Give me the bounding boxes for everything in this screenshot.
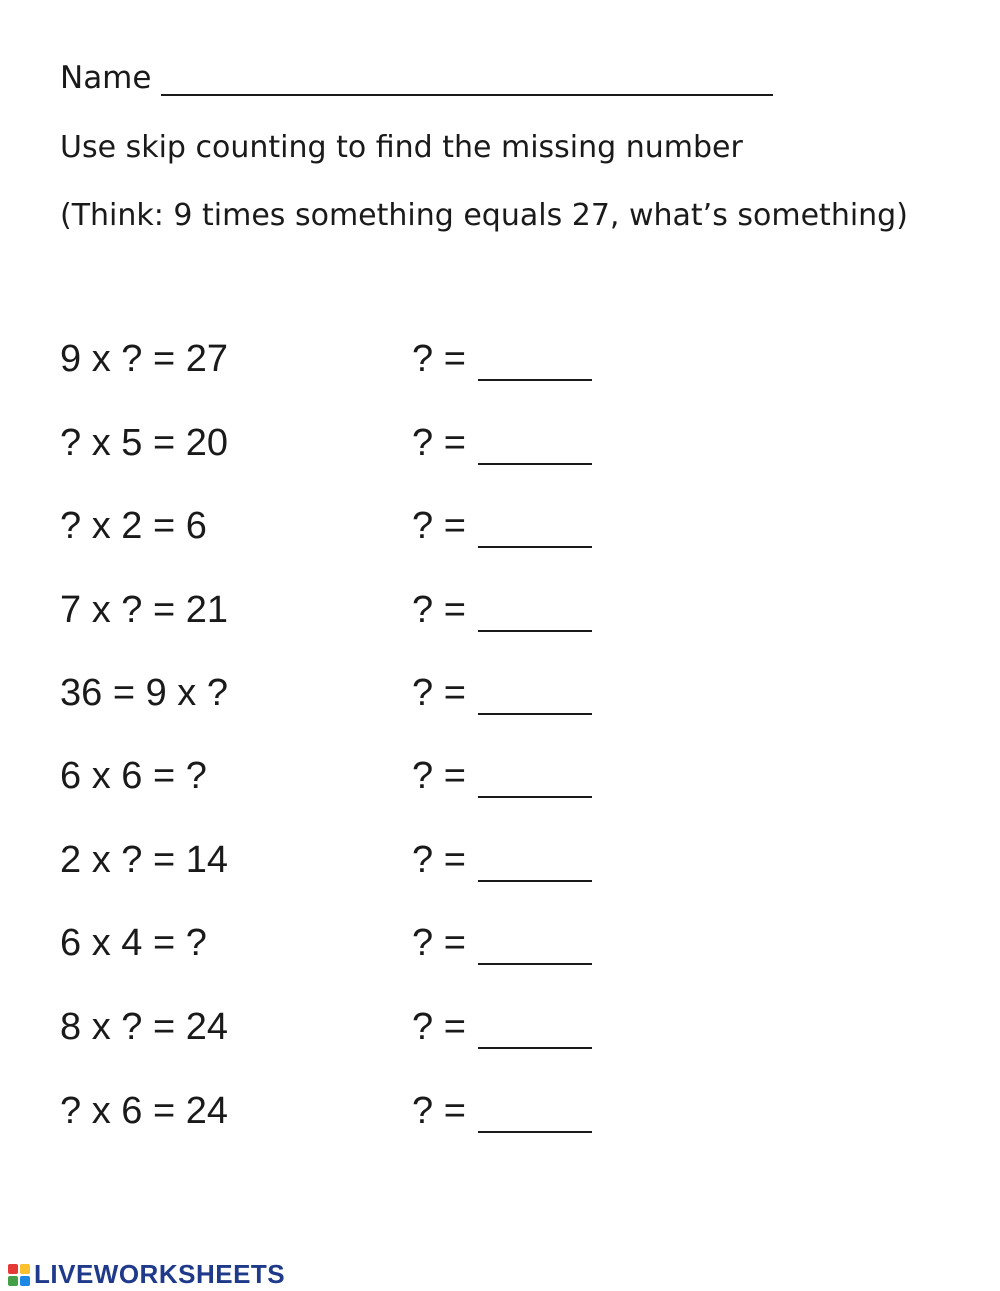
problem-row	[60, 672, 660, 722]
problem-equation: 6 x 4 = ?	[60, 922, 207, 964]
answer-group	[412, 1006, 592, 1049]
logo-block	[8, 1264, 18, 1274]
answer-input[interactable]	[478, 423, 592, 465]
answer-input[interactable]	[478, 590, 592, 632]
answer-group	[412, 589, 592, 632]
answer-label: ? =	[412, 338, 466, 380]
problem-equation: 36 = 9 x ?	[60, 672, 228, 714]
answer-label: ? =	[412, 922, 466, 964]
name-field[interactable]	[161, 58, 773, 96]
answer-label: ? =	[412, 505, 466, 547]
answer-label: ? =	[412, 839, 466, 881]
problem-equation: ? x 6 = 24	[60, 1090, 228, 1132]
problem-row	[60, 755, 660, 805]
answer-group	[412, 338, 592, 381]
answer-input[interactable]	[478, 1091, 592, 1133]
answer-input[interactable]	[478, 756, 592, 798]
logo-block	[20, 1276, 30, 1286]
logo-blocks-icon	[8, 1264, 30, 1286]
answer-label: ? =	[412, 672, 466, 714]
problem-row	[60, 1006, 660, 1056]
problem-row	[60, 922, 660, 972]
answer-label: ? =	[412, 1006, 466, 1048]
answer-input[interactable]	[478, 923, 592, 965]
answer-group	[412, 839, 592, 882]
liveworksheets-logo[interactable]	[8, 1259, 285, 1290]
answer-group	[412, 922, 592, 965]
answer-label: ? =	[412, 1090, 466, 1132]
logo-block	[8, 1276, 18, 1286]
answer-input[interactable]	[478, 1007, 592, 1049]
answer-group	[412, 422, 592, 465]
problem-row	[60, 1090, 660, 1140]
problem-equation: 2 x ? = 14	[60, 839, 228, 881]
answer-input[interactable]	[478, 339, 592, 381]
answer-group	[412, 755, 592, 798]
answer-input[interactable]	[478, 673, 592, 715]
instruction-text: Use skip counting to find the missing number	[60, 130, 743, 165]
name-line	[60, 58, 773, 96]
problem-row	[60, 505, 660, 555]
problem-row	[60, 422, 660, 472]
answer-input[interactable]	[478, 506, 592, 548]
answer-group	[412, 672, 592, 715]
logo-block	[20, 1264, 30, 1274]
answer-group	[412, 505, 592, 548]
problem-row	[60, 338, 660, 388]
problem-equation: 8 x ? = 24	[60, 1006, 228, 1048]
answer-label: ? =	[412, 755, 466, 797]
answer-group	[412, 1090, 592, 1133]
problem-equation: ? x 2 = 6	[60, 505, 207, 547]
answer-label: ? =	[412, 422, 466, 464]
problem-equation: ? x 5 = 20	[60, 422, 228, 464]
problem-equation: 7 x ? = 21	[60, 589, 228, 631]
problem-equation: 9 x ? = 27	[60, 338, 228, 380]
answer-label: ? =	[412, 589, 466, 631]
name-label: Name	[60, 60, 152, 96]
hint-text: (Think: 9 times something equals 27, what’s something)	[60, 198, 908, 233]
problem-equation: 6 x 6 = ?	[60, 755, 207, 797]
answer-input[interactable]	[478, 840, 592, 882]
logo-text: LIVEWORKSHEETS	[34, 1259, 286, 1289]
problem-row	[60, 839, 660, 889]
problem-row	[60, 589, 660, 639]
